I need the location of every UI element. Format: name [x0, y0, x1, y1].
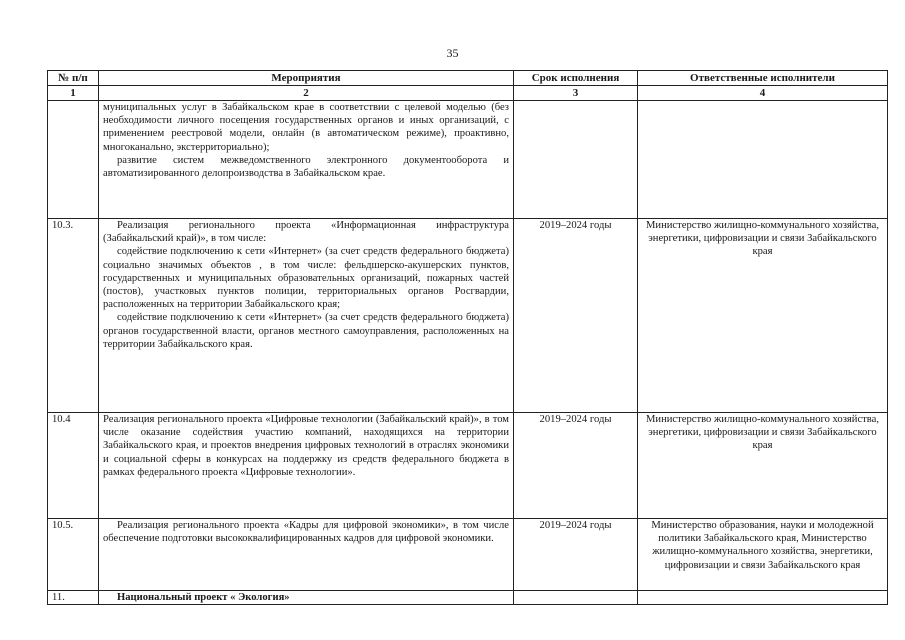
row-activity [99, 219, 514, 413]
table-row [48, 591, 888, 605]
header-term: Срок исполнения [514, 71, 638, 86]
header-num: № п/п [48, 71, 99, 86]
header-numbers-row [48, 86, 888, 101]
header-number-1: 1 [48, 86, 99, 101]
row-activity [99, 591, 514, 605]
header-number-3: 3 [514, 86, 638, 101]
row-number: 11. [48, 591, 99, 605]
header-row [48, 71, 888, 86]
row-term [514, 591, 638, 605]
header-responsible: Ответственные исполнители [638, 71, 888, 86]
row-responsible: Министерство образования, науки и молодежной политики Забайкальского края, Министерство жилищно-коммунального хозяйства, энергетики, цифровизации и связи Забайкальского края [638, 519, 888, 591]
table-header [48, 71, 888, 101]
activity-paragraph: содействие подключению к сети «Интернет» (за счет средств федерального бюджета) социально значимых объектов , в том числе: фельдшерско-акушерских пунктов, государственных и муниципальных образовательных организаций, пожарных частей (постов), участковых пунктов полиции, территориальных органов Росгвардии, расположенных на территории Забайкальского края; [103, 246, 509, 311]
activity-paragraph: муниципальных услуг в Забайкальском крае в соответствии с целевой моделью (без необходимости личного посещения государственных органов и иных организаций, с применением реестровой модели, онлайн (в автоматическом режиме), проактивно, многоканально, экстерриториально); [103, 102, 509, 153]
row-responsible [638, 101, 888, 219]
row-activity [99, 413, 514, 519]
row-responsible [638, 591, 888, 605]
row-term [514, 101, 638, 219]
activity-paragraph: развитие систем межведомственного электронного документооборота и автоматизированного делопроизводства в Забайкальском крае. [103, 154, 509, 180]
activity-paragraph: Реализация регионального проекта «Цифровые технологии (Забайкальский край)», в том числе оказание содействия участию компаний, находящихся на территории Забайкальского края, и проектов внедрения цифровых технологий в отраслях экономики и социальной сферы в конкурсах на поддержку из средств федерального бюджета в рамках федерального проекта «Цифровые технологии». [103, 414, 509, 478]
table-row [48, 519, 888, 591]
row-activity [99, 519, 514, 591]
table-row [48, 413, 888, 519]
page-number: 35 [446, 46, 459, 60]
activities-table [47, 70, 888, 605]
row-number: 10.3. [48, 219, 99, 413]
table-body [48, 101, 888, 605]
row-number: 10.5. [48, 519, 99, 591]
activity-paragraph: содействие подключению к сети «Интернет» (за счет средств федерального бюджета) органов государственной власти, органов местного самоуправления, расположенных на территории Забайкальского края. [103, 312, 509, 350]
row-activity [99, 101, 514, 219]
header-activity: Мероприятия [99, 71, 514, 86]
section-title: Национальный проект « Экология» [117, 592, 290, 603]
row-responsible: Министерство жилищно-коммунального хозяйства, энергетики, цифровизации и связи Забайкальского края [638, 413, 888, 519]
header-number-2: 2 [99, 86, 514, 101]
table-row [48, 101, 888, 219]
activity-paragraph: Реализация регионального проекта «Кадры для цифровой экономики», в том числе обеспечение подготовки высококвалифицированных кадров для цифровой экономики. [103, 520, 509, 545]
row-number [48, 101, 99, 219]
row-term: 2019–2024 годы [514, 519, 638, 591]
row-number: 10.4 [48, 413, 99, 519]
row-responsible: Министерство жилищно-коммунального хозяйства, энергетики, цифровизации и связи Забайкальского края [638, 219, 888, 413]
activity-paragraph: Реализация регионального проекта «Информационная инфраструктура (Забайкальский край)», в том числе: [103, 220, 509, 245]
header-number-4: 4 [638, 86, 888, 101]
row-term: 2019–2024 годы [514, 413, 638, 519]
table-row [48, 219, 888, 413]
row-term: 2019–2024 годы [514, 219, 638, 413]
